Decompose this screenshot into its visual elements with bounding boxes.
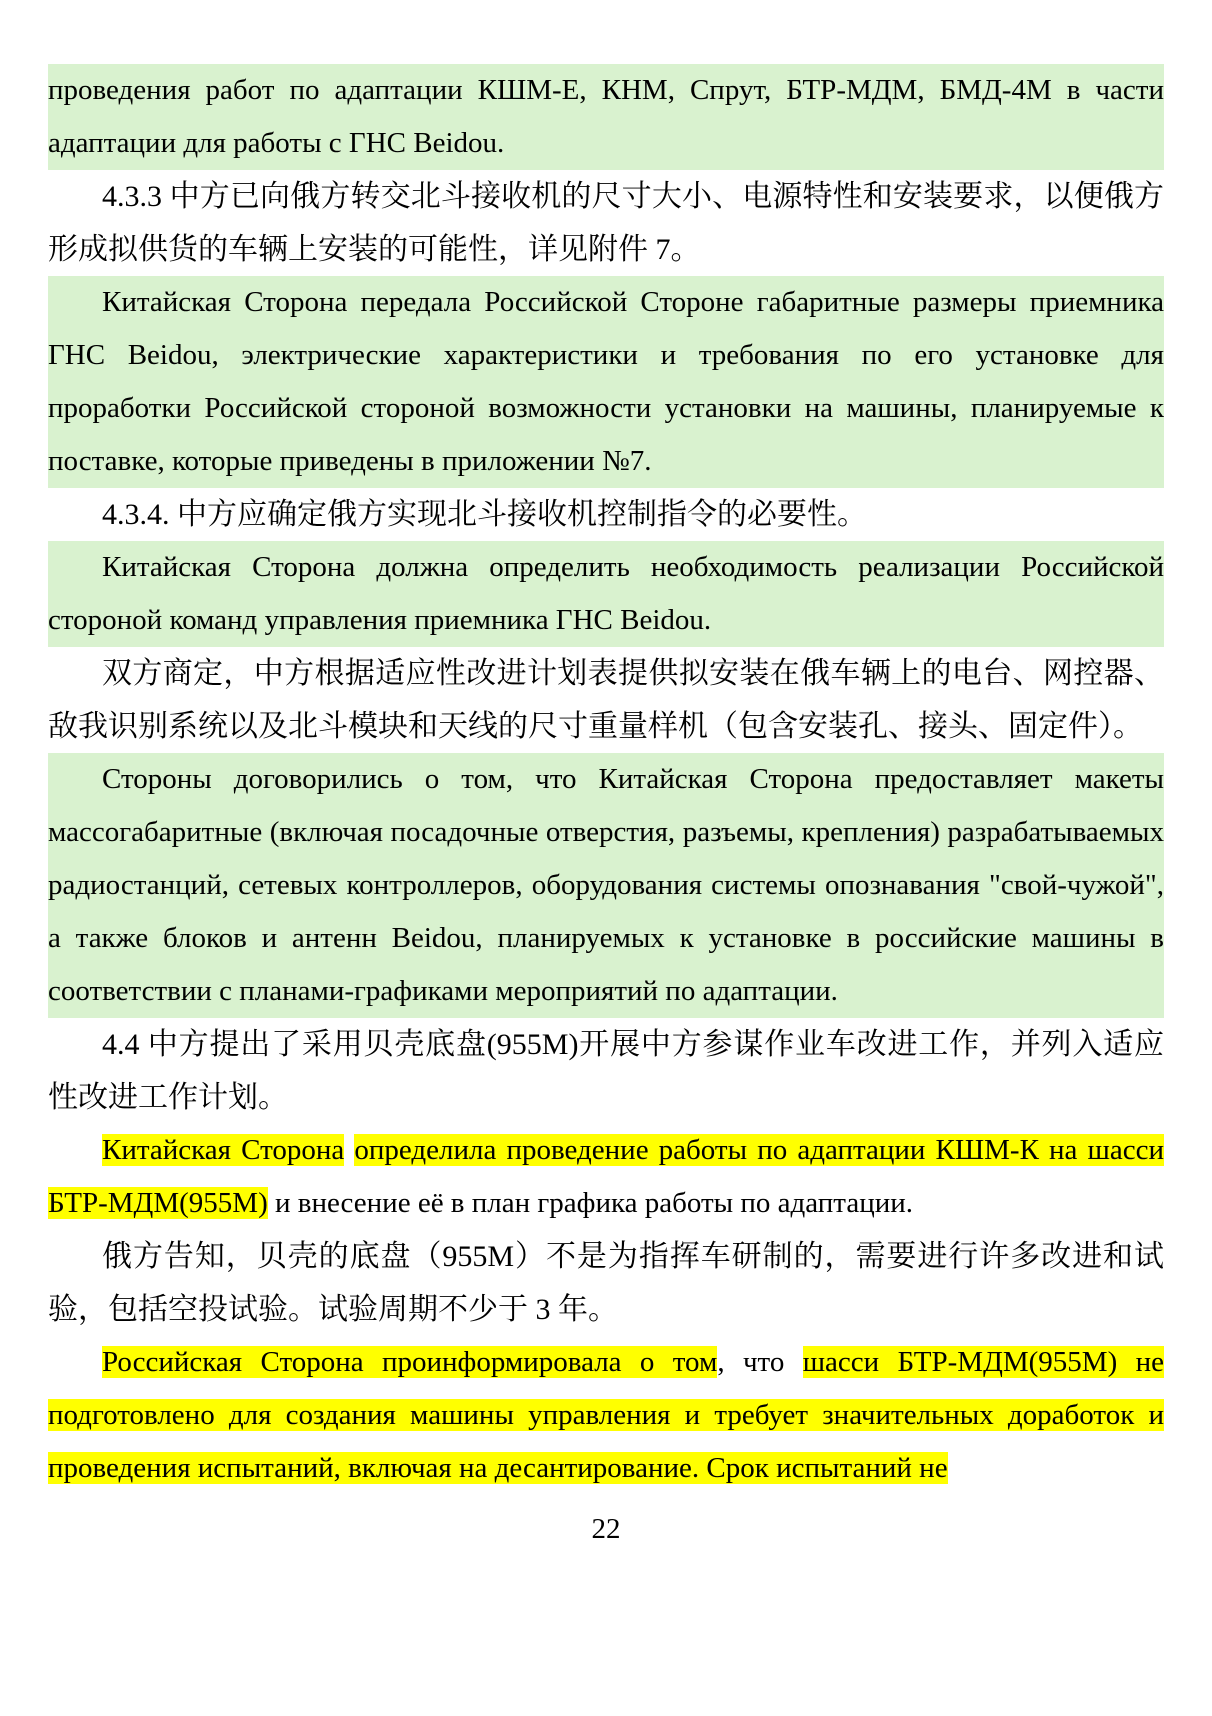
paragraph-yellow-chassis-not-ready — [48, 1336, 1164, 1495]
highlight-run: шасси БТР-МДМ(955М) не подготовлено для создания машины управления и требует значительных доработок и проведения испытаний, включая на десантирование. Срок испытаний не — [48, 1346, 1164, 1484]
paragraph-zh-4-3-3: 4.3.3 中方已向俄方转交北斗接收机的尺寸大小、电源特性和安装要求，以便俄方形成拟供货的车辆上安装的可能性，详见附件 7。 — [48, 180, 1164, 266]
paragraph-zh-4-4: 4.4 中方提出了采用贝壳底盘(955M)开展中方参谋作业车改进工作，并列入适应性改进工作计划。 — [48, 1028, 1164, 1114]
highlight-run: Китайская Сторона — [102, 1134, 345, 1166]
plain-run — [344, 1134, 354, 1166]
paragraph-yellow-kshm-k — [48, 1124, 1164, 1230]
paragraph-zh-4-3-4: 4.3.4. 中方应确定俄方实现北斗接收机控制指令的必要性。 — [102, 498, 867, 531]
paragraph-zh-chassis-notice: 俄方告知，贝壳的底盘（955M）不是为指挥车研制的，需要进行许多改进和试验，包括空投试验。试验周期不少于 3 年。 — [48, 1240, 1164, 1326]
plain-run: , что — [717, 1346, 803, 1378]
paragraph-green-control-commands: Китайская Сторона должна определить необходимость реализации Российской стороной команд управления приемника ГНС Beidou. — [48, 541, 1164, 647]
highlight-run: определила проведение работы по адаптации КШМ-К на шасси БТР-МДМ(955М) — [48, 1134, 1165, 1219]
highlight-run: Российская Сторона проинформировала о том — [102, 1346, 718, 1378]
paragraph-green-mockups: Стороны договорились о том, что Китайская Сторона предоставляет макеты массогабаритные (включая посадочные отверстия, разъемы, крепления) разрабатываемых радиостанций, сетевых контроллеров, оборудования системы опознавания "свой-чужой", а также блоков и антенн Beidou, планируемых к установке в российские машины в соответствии с планами-графиками мероприятий по адаптации. — [48, 753, 1164, 1018]
paragraph-green-dimensions-transfer: Китайская Сторона передала Российской Стороне габаритные размеры приемника ГНС Beidou, электрические характеристики и требования по его установке для проработки Российской стороной возможности установки на машины, планируемые к поставке, которые приведены в приложении №7. — [48, 276, 1164, 488]
plain-run: и внесение её в план графика работы по адаптации. — [267, 1187, 913, 1219]
paragraph-zh-mutual-agreement: 双方商定，中方根据适应性改进计划表提供拟安装在俄车辆上的电台、网控器、敌我识别系统以及北斗模块和天线的尺寸重量样机（包含安装孔、接头、固定件）。 — [48, 657, 1164, 743]
paragraph-green-adaptation-continued: проведения работ по адаптации КШМ-Е, КНМ, Спрут, БТР-МДМ, БМД-4М в части адаптации для работы с ГНС Beidou. — [48, 64, 1164, 170]
page-number: 22 — [591, 1513, 621, 1545]
